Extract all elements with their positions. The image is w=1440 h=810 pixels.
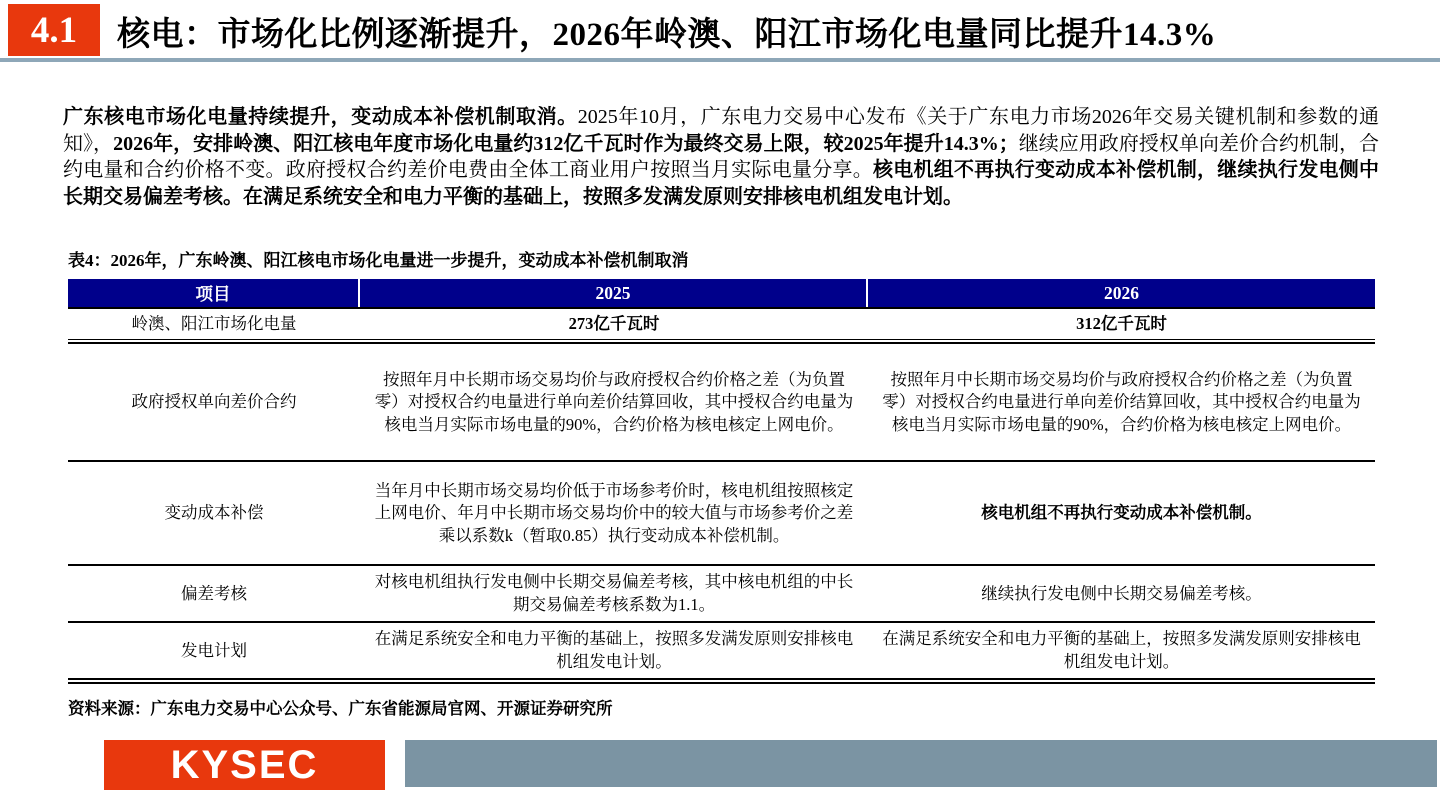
table-caption: 表4：2026年，广东岭澳、阳江核电市场化电量进一步提升，变动成本补偿机制取消 — [68, 251, 689, 271]
kysec-logo — [104, 740, 385, 790]
table-row — [68, 344, 1375, 460]
body-segment: 核电机组不再执行变动成本补偿机制，继续执行发电侧中长期交易偏差考核。在满足系统安全和电力平衡的基础上，按照多发满发原则安排核电机组发电计划。 — [63, 159, 1379, 208]
kysec-logo-text: KYSEC — [170, 742, 319, 787]
table-row — [68, 309, 1375, 339]
title-underline — [0, 58, 1440, 62]
row-label: 偏差考核 — [181, 583, 247, 603]
cell-2026: 在满足系统安全和电力平衡的基础上，按照多发满发原则安排核电机组发电计划。 — [882, 629, 1361, 671]
cell-2025: 按照年月中长期市场交易均价与政府授权合约价格之差（为负置零）对授权合约电量进行单向差价结算回收，其中授权合约电量为核电当月实际市场电量的90%，合约价格为核电核定上网电价。 — [374, 369, 854, 434]
table-header-2026: 2026 — [868, 279, 1375, 307]
cell-2026: 312亿千瓦时 — [1076, 314, 1167, 334]
table-header-2025: 2025 — [360, 279, 868, 307]
section-number: 4.1 — [30, 9, 78, 51]
cell-2025: 273亿千瓦时 — [568, 314, 660, 334]
cell-2026: 按照年月中长期市场交易均价与政府授权合约价格之差（为负置零）对授权合约电量进行单向差价结算回收，其中授权合约电量为核电当月实际市场电量的90%，合约价格为核电核定上网电价。 — [882, 369, 1361, 434]
page-title: 核电：市场化比例逐渐提升，2026年岭澳、阳江市场化电量同比提升14.3% — [117, 17, 1217, 53]
table-header-row — [68, 279, 1375, 307]
table-row — [68, 462, 1375, 564]
table-bottom-rule — [68, 678, 1375, 684]
row-label: 政府授权单向差价合约 — [131, 392, 297, 412]
body-segment: 2026年，安排岭澳、阳江核电年度市场化电量约312亿千瓦时作为最终交易上限，较2025年提升14.3%； — [113, 132, 1019, 155]
source-note: 资料来源：广东电力交易中心公众号、广东省能源局官网、开源证券研究所 — [68, 699, 613, 719]
table-header-item: 项目 — [68, 279, 360, 307]
body-segment: 继续应用政府授权单向差价合约机制，合约电量和合约价格不变。政府授权合约差价电费由全体工商业用户按照当月实际电量分享。 — [63, 132, 1380, 182]
table-row — [68, 623, 1375, 678]
cell-2026: 核电机组不再执行变动成本补偿机制。 — [981, 503, 1262, 523]
row-label: 岭澳、阳江市场化电量 — [131, 314, 297, 334]
body-segment: 2025年10月，广东电力交易中心发布《关于广东电力市场2026年交易关键机制和参数的通知》， — [63, 106, 1380, 155]
body-segment: 广东核电市场化电量持续提升，变动成本补偿机制取消。 — [63, 106, 578, 128]
table-row — [68, 566, 1375, 621]
cell-2025: 当年月中长期市场交易均价低于市场参考价时，核电机组按照核定上网电价、年月中长期市场交易均价中的较大值与市场参考价之差乘以系数k（暂取0.85）执行变动成本补偿机制。 — [374, 480, 854, 545]
footer-decoration-bar — [405, 740, 1437, 787]
slide-header — [0, 0, 1440, 62]
cell-2026: 继续执行发电侧中长期交易偏差考核。 — [981, 583, 1262, 603]
section-number-badge — [8, 4, 100, 56]
body-paragraph — [63, 104, 1379, 210]
row-label: 变动成本补偿 — [164, 503, 264, 523]
cell-2025: 对核电机组执行发电侧中长期交易偏差考核，其中核电机组的中长期交易偏差考核系数为1.1。 — [374, 572, 854, 614]
cell-2025: 在满足系统安全和电力平衡的基础上，按照多发满发原则安排核电机组发电计划。 — [374, 629, 854, 671]
data-table — [68, 279, 1375, 684]
row-label: 发电计划 — [181, 640, 247, 660]
